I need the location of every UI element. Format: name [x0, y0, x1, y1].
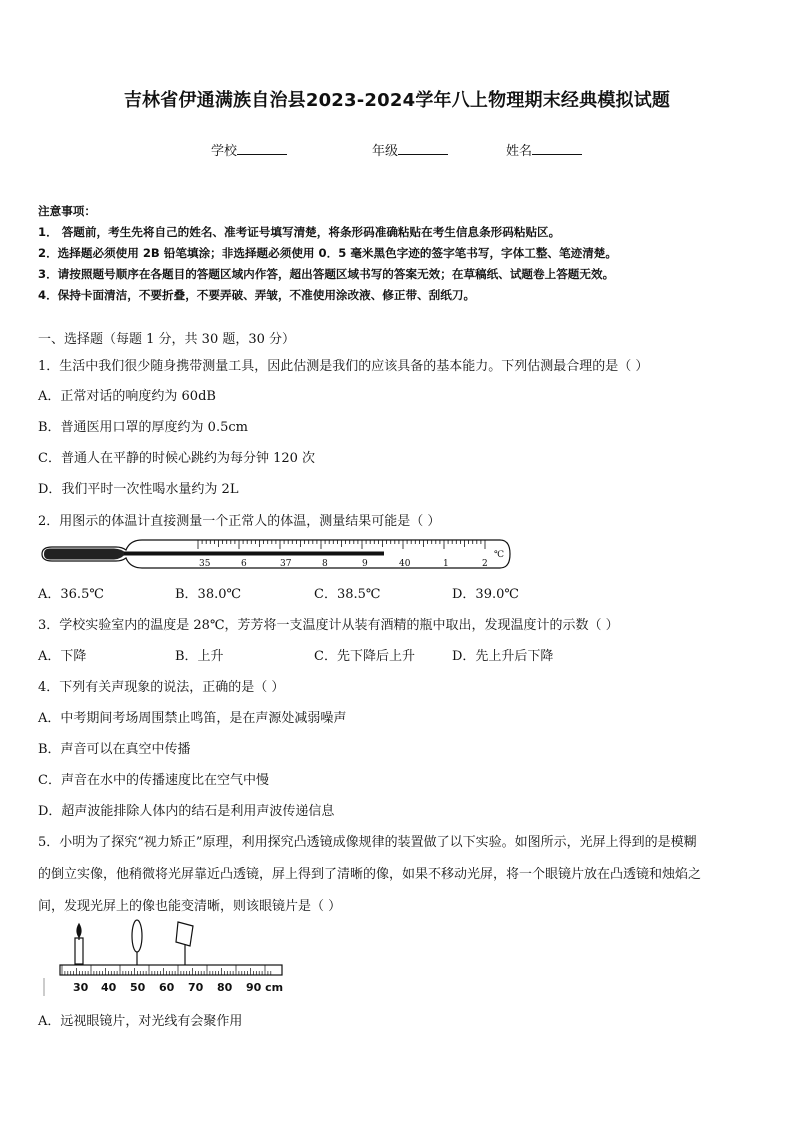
therm-label-9: 9 [362, 559, 368, 569]
grade-label: 年级 [372, 144, 399, 159]
bench-label-70: 70 [188, 981, 204, 994]
school-field [211, 140, 287, 159]
bench-rail [60, 965, 282, 975]
therm-label-40: 40 [399, 559, 411, 569]
candle [75, 924, 83, 964]
grade-field [372, 140, 448, 159]
name-field [506, 140, 582, 159]
q2-option-c: C．38.5℃ [314, 587, 381, 602]
therm-label-6: 6 [241, 559, 247, 569]
q2-stem: 2．用图示的体温计直接测量一个正常人的体温，测量结果可能是（ ） [38, 514, 441, 529]
therm-label-37: 37 [280, 559, 292, 569]
q2-option-a: A．36.5℃ [38, 587, 104, 602]
q1-option-c: C．普通人在平静的时候心跳约为每分钟 120 次 [38, 451, 316, 466]
q5-line-1: 5．小明为了探究“视力矫正”原理，利用探究凸透镜成像规律的装置做了以下实验。如图所示，光屏上得到的是模糊 [38, 835, 697, 850]
q5-line-2: 的倒立实像，他稍微将光屏靠近凸透镜，屏上得到了清晰的像，如果不移动光屏，将一个眼镜片放在凸透镜和烛焰之 [38, 867, 702, 882]
bench-label-60: 60 [159, 981, 175, 994]
q4-option-d: D．超声波能排除人体内的结石是利用声波传递信息 [38, 804, 335, 819]
bench-label-80: 80 [217, 981, 233, 994]
school-label: 学校 [211, 144, 238, 159]
thermometer-bulb [44, 549, 126, 560]
thermometer-figure [38, 536, 516, 574]
bench-label-40: 40 [101, 981, 117, 994]
q5-line-3: 间，发现光屏上的像也能变清晰，则该眼镜片是（ ） [38, 899, 342, 914]
q4-option-b: B．声音可以在真空中传播 [38, 742, 191, 757]
optical-bench-figure [40, 918, 290, 1000]
therm-label-35: 35 [199, 559, 211, 569]
q3-stem: 3．学校实验室内的温度是 28℃，芳芳将一支温度计从装有酒精的瓶中取出，发现温度计的示数（ ） [38, 618, 619, 633]
q1-option-b: B．普通医用口罩的厚度约为 0.5cm [38, 420, 248, 435]
q3-option-b: B．上升 [175, 649, 224, 664]
q3-option-c: C．先下降后上升 [314, 649, 415, 664]
therm-label-1: 1 [443, 559, 449, 569]
bench-label-50: 50 [130, 981, 146, 994]
q3-option-a: A．下降 [38, 649, 87, 664]
candle-flame [77, 924, 81, 937]
therm-unit: ℃ [494, 550, 505, 560]
section-heading: 一、选择题（每题 1 分，共 30 题，30 分） [38, 332, 296, 347]
q1-option-d: D．我们平时一次性喝水量约为 2L [38, 482, 239, 497]
q2-option-d: D．39.0℃ [452, 587, 519, 602]
convex-lens [132, 920, 142, 952]
q5-option-a: A．远视眼镜片，对光线有会聚作用 [38, 1014, 243, 1029]
grade-blank [398, 143, 448, 155]
page-title: 吉林省伊通满族自治县2023-2024学年八上物理期末经典模拟试题 [123, 90, 671, 111]
name-blank [532, 143, 582, 155]
thermometer-ticks [198, 540, 485, 549]
q2-option-b: B．38.0℃ [175, 587, 242, 602]
notes-heading: 注意事项： [38, 204, 96, 218]
q1-stem: 1．生活中我们很少随身携带测量工具，因此估测是我们的应该具备的基本能力。下列估测最合理的是（ ） [38, 359, 649, 374]
mercury-column [124, 552, 384, 556]
note-item-1: 1． 答题前，考生先将自己的姓名、准考证号填写清楚，将条形码准确粘贴在考生信息条形码粘贴区。 [38, 225, 561, 239]
therm-label-2: 2 [482, 559, 488, 569]
q1-option-a: A．正常对话的响度约为 60dB [38, 389, 216, 404]
note-item-4: 4．保持卡面清洁，不要折叠，不要弄破、弄皱，不准使用涂改液、修正带、刮纸刀。 [38, 288, 476, 302]
candle-body [75, 938, 83, 964]
light-screen [176, 922, 193, 946]
bench-labels [73, 981, 283, 994]
q3-option-d: D．先上升后下降 [452, 649, 554, 664]
note-item-2: 2．选择题必须使用 2B 铅笔填涂；非选择题必须使用 0．5 毫米黑色字迹的签字笔书写，字体工整、笔迹清楚。 [38, 246, 617, 260]
bench-label-30: 30 [73, 981, 89, 994]
note-item-3: 3．请按照题号顺序在各题目的答题区域内作答，超出答题区域书写的答案无效；在草稿纸、试题卷上答题无效。 [38, 267, 615, 281]
q4-stem: 4．下列有关声现象的说法，正确的是（ ） [38, 680, 285, 695]
name-label: 姓名 [506, 144, 533, 159]
bench-label-90: 90 cm [246, 981, 284, 994]
q4-option-c: C．声音在水中的传播速度比在空气中慢 [38, 773, 269, 788]
therm-label-8: 8 [322, 559, 328, 569]
school-blank [237, 143, 287, 155]
q4-option-a: A．中考期间考场周围禁止鸣笛，是在声源处减弱噪声 [38, 711, 347, 726]
